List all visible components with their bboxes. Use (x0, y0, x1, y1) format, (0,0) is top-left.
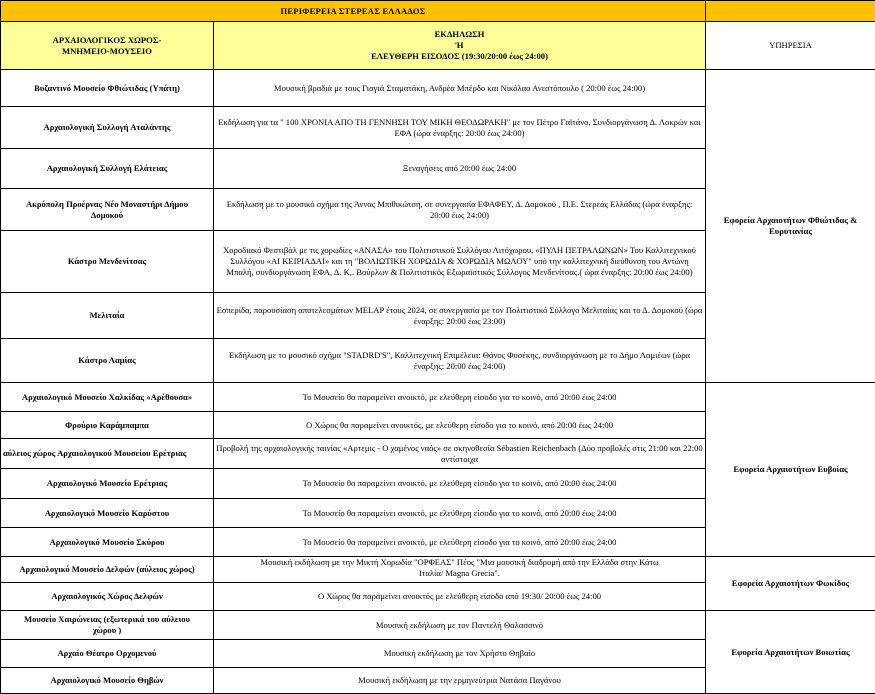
site-line2: χώρου ) (3, 625, 211, 636)
site-line1: Ακρόπολη Προέρνας Νέο Μοναστήρι Δήμου (3, 199, 211, 210)
event-cell: Μουσική βραδιά με τους Γιαγιά Σταματάκη, Ανδρέα Μπέρδο και Νικόλαο Ανεστόπουλο ( 20:00 έως 24:00) (214, 70, 706, 107)
header-event (214, 22, 706, 70)
event-cell: Μουσική εκδήλωση με τον Παντελή Θαλασσινό (214, 611, 706, 640)
event-cell: Ξεναγήσεις από 20:00 έως 24:00 (214, 149, 706, 189)
header-site-line2: ΜΝΗΜΕΙΟ-ΜΟΥΣΕΙΟ (3, 46, 211, 57)
site-cell: Αρχαιολογικό Μουσείο Σκύρου (1, 528, 214, 557)
event-cell: Το Μουσείο θα παραμείνει ανοικτό, με ελεύθερη είσοδο για το κοινό, από 20:00 έως 24:00 (214, 528, 706, 557)
header-event-line2: Ή (216, 40, 703, 51)
header-event-line1: ΕΚΔΗΛΩΣΗ (216, 29, 703, 40)
event-cell: Το Μουσείο θα παραμείνει ανοικτό, με ελεύθερη είσοδο για το κοινό, από 20:00 έως 24:00 (214, 469, 706, 499)
service-cell-fokida: Εφορεία Αρχαιοτήτων Φωκίδος (706, 557, 875, 611)
event-cell: Εκδήλωση για τα " 100 ΧΡΟΝΙΑ ΑΠΟ ΤΗ ΓΕΝΝΗΣΗ ΤΟΥ ΜΙΚΗ ΘΕΟΔΩΡΑΚΗ" με τον Πέτρο Γαϊτάνο, Συνδιοργάνωση Δ. Λοκρών και ΕΦΑ (ώρα έναρξης: 20:00 έως 24:00) (214, 107, 706, 149)
table-row (1, 383, 875, 412)
event-cell: Ο Χώρος θα παραμείνει ανοικτός, με ελεύθερη είσοδο για το κοινό, από 20:00 έως 24:00 (214, 412, 706, 439)
event-line2: Ιταλία/ Magna Grecia". (216, 568, 703, 579)
site-cell: αύλειος χώρος Αρχαιολογικού Μουσείου Ερέτριας (1, 439, 214, 469)
site-line2: Δομοκού (3, 210, 211, 221)
header-service: ΥΠΗΡΕΣΙΑ (706, 22, 875, 70)
title-row (1, 1, 875, 22)
site-cell: Αρχαιολογική Συλλογή Ελάτειας (1, 149, 214, 189)
event-cell (214, 557, 706, 583)
service-cell-evia: Εφορεία Αρχαιοτήτων Ευβοίας (706, 383, 875, 557)
site-line1: Μουσείο Χαιρώνειας (εξωτερικά του αύλειου (3, 614, 211, 625)
event-cell: Εκδήλωση με το μουσικό σχήμα "STADRD'S", Καλλιτεχνική Επιμέλεια: Θάνος Φυσέκης, συνδιοργάνωση με το Δήμο Λαμιέων (ώρα έναρξης: 20:00 έως 24:00) (214, 339, 706, 383)
event-cell: Μουσική εκδήλωση με την ερμηνεύτρια Νατάσα Παγάνου (214, 668, 706, 694)
event-cell: Εκδήλωση με το μουσικό σχήμα της Άννας Μπιθικώτση, σε συνεργασία ΕΦΑΦΕΥ, Δ. Δομοκού , Π.Ε. Στερεάς Ελλάδας (ώρα έναρξης: 20:00 έως 24:00) (214, 189, 706, 231)
event-cell: Το Μουσείο θα παραμείνει ανοικτό, με ελεύθερη είσοδο για το κοινό, από 20:00 έως 24:00 (214, 383, 706, 412)
site-cell: Κάστρο Λαμίας (1, 339, 214, 383)
site-cell: Αρχαιολογικό Μουσείο Ερέτριας (1, 469, 214, 499)
site-cell: Φρούριο Καράμπαμπα (1, 412, 214, 439)
site-cell: Αρχαίο Θέατρο Ορχομενού (1, 640, 214, 668)
site-cell (1, 611, 214, 640)
site-cell: Βυζαντινό Μουσείο Φθιώτιδας (Υπάτη) (1, 70, 214, 107)
event-cell: Χοροδιακό Φεστιβάλ με τις χορωδίες «ΑΝΑΣΑ» του Πολιτιστικού Συλλόγου Λιτόχωρου, «ΠΥΛΗ ΠΕΤΡΑΛΩΝΩΝ» Του Καλλιτεχνικού Συλλόγου «ΑΙ ΚΕΙΡΙΑΔΑΙ» και τη "ΒΟΛΙΩΤΙΚΗ ΧΟΡΩΔΙΑ & ΧΟΡΩΔΙΑ ΜΩΛΟΥ" υπό την καλλιτεχνική διεύθυνση του Αντώνη Μπαλή, συνδιοργάνωση ΕΦΑ, Δ. Κ,. Βούρλων & Πολιτιστικός Εξωραϊστικός Σύλλογος Μενδενίτσας.( ώρα έναρξης: 20:00 έως 24:00) (214, 231, 706, 293)
site-cell: Αρχαιολογικό Μουσείο Θηβών (1, 668, 214, 694)
site-cell: Αρχαιολογικό Μουσείο Καρύστου (1, 499, 214, 528)
site-cell: Αρχαιολογικό Μουσείο Δελφών (αύλειος χώρος) (1, 557, 214, 583)
event-cell: Το Μουσείο θα παραμείνει ανοικτό, με ελεύθερη είσοδο για το κοινό, από 20:00 έως 24:00 (214, 499, 706, 528)
header-event-line3: ΕΛΕΥΘΕΡΗ ΕΙΣΟΔΟΣ (19:30/20:00 έως 24:00) (216, 51, 703, 62)
event-cell: Μουσική εκδήλωση με τον Χρήστο Θηβαίο (214, 640, 706, 668)
event-cell: Προβολή της αρχαιολογικής ταινίας «Αρτεμις - Ο χαμένος ναός» σε σκηνοθεσία Sébastien Reichenbach (Δύο προβολές στις 21:00 και 22:00 αντίστοιχα (214, 439, 706, 469)
event-cell: Εσπερίδα, παρουσίαση αποτελεσμάτων MELAP έτους 2024, σε συνεργασία με τον Πολιτιστικό Σύλλογο Μελιταίας και το Δ. Δομοκού (ώρα έναρξης: 20:00 έως 23:00) (214, 293, 706, 339)
service-cell-viotia: Εφορεία Αρχαιοτήτων Βοιωτίας (706, 611, 875, 694)
site-cell: Αρχαιολογικός Χώρος Δελφών (1, 583, 214, 611)
table-row (1, 611, 875, 640)
title-row-empty-cell (706, 1, 875, 22)
event-line1: Μουσική εκδήλωση με την Μικτή Χορωδία "ΟΡΦΕΑΣ" Πέος "Μια μουσική διαδρομή από την Ελλάδα στην Κάτω (216, 557, 703, 568)
event-cell: Ο Χώρος θα παραμείνει ανοικτός με ελεύθερη είσοδο από 19:30/ 20:00 έως 24:00 (214, 583, 706, 611)
site-cell (1, 189, 214, 231)
header-row (1, 22, 875, 70)
site-cell: Μελιταία (1, 293, 214, 339)
region-title: ΠΕΡΙΦΕΡΕΙΑ ΣΤΕΡΕΑΣ ΕΛΛΑΔΟΣ (1, 1, 706, 22)
header-site-line1: ΑΡΧΑΙΟΛΟΓΙΚΟΣ ΧΩΡΟΣ- (3, 35, 211, 46)
site-cell: Κάστρο Μενδενίτσας (1, 231, 214, 293)
site-cell: Αρχαιολογική Συλλογή Αταλάντης (1, 107, 214, 149)
service-cell-fthiotida: Εφορεία Αρχαιοτήτων Φθιώτιδας & Ευρυτανίας (706, 70, 875, 383)
header-site (1, 22, 214, 70)
site-cell: Αρχαιολογικό Μουσείο Χαλκίδας «Αρέθουσα» (1, 383, 214, 412)
table-row (1, 70, 875, 107)
table-row (1, 557, 875, 583)
